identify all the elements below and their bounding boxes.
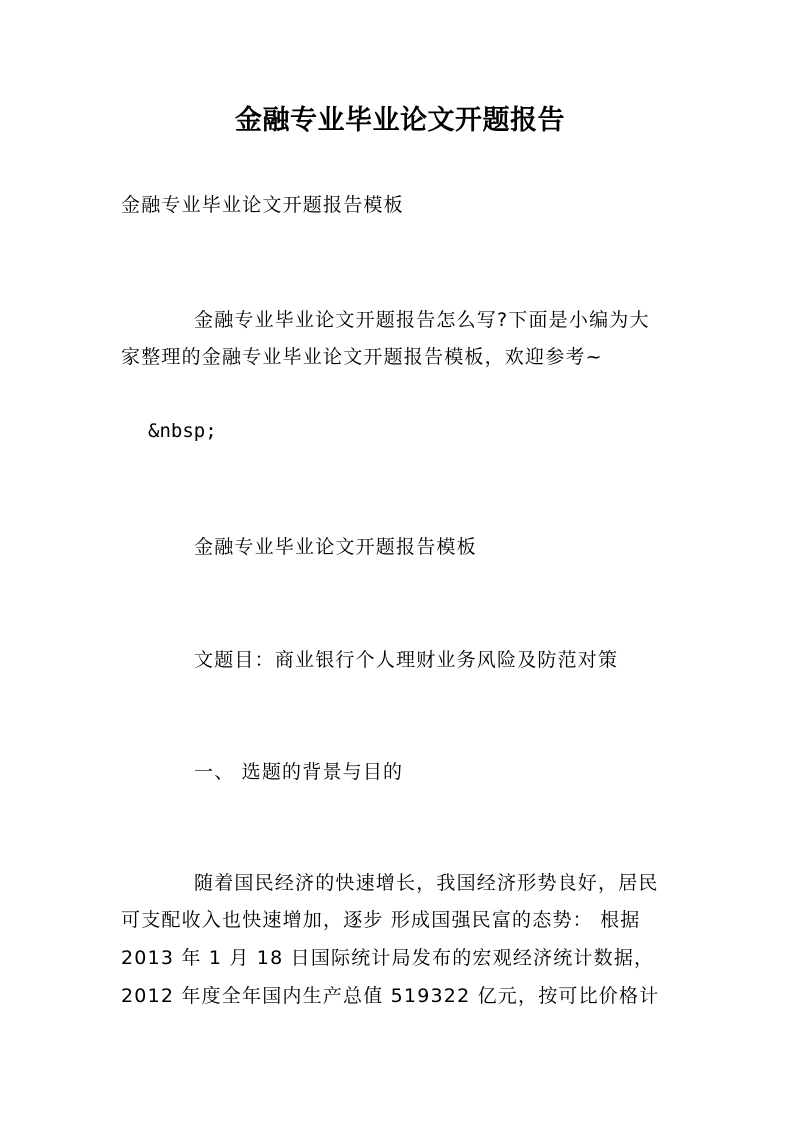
text-line-body-4: 2012 年度全年国内生产总值 519322 亿元，按可比价格计 — [121, 985, 660, 1007]
section-heading-background: 一、 选题的背景与目的 — [194, 761, 404, 783]
text-line-intro-2: 家整理的金融专业毕业论文开题报告模板，欢迎参考~ — [121, 346, 603, 368]
text-line-thesis-title: 文题目：商业银行个人理财业务风险及防范对策 — [194, 649, 619, 671]
text-line-body-1: 随着国民经济的快速增长，我国经济形势良好，居民 — [194, 872, 659, 894]
text-line-body-3: 2013 年 1 月 18 日国际统计局发布的宏观经济统计数据， — [121, 947, 655, 969]
text-line-nbsp: &nbsp; — [148, 420, 217, 442]
text-line-template-heading: 金融专业毕业论文开题报告模板 — [121, 194, 404, 216]
text-line-template-title: 金融专业毕业论文开题报告模板 — [194, 536, 477, 558]
document-title: 金融专业毕业论文开题报告 — [235, 105, 565, 136]
text-line-intro-1: 金融专业毕业论文开题报告怎么写?下面是小编为大 — [194, 309, 650, 331]
text-line-body-2: 可支配收入也快速增加，逐步 形成国强民富的态势： 根据 — [121, 909, 641, 931]
